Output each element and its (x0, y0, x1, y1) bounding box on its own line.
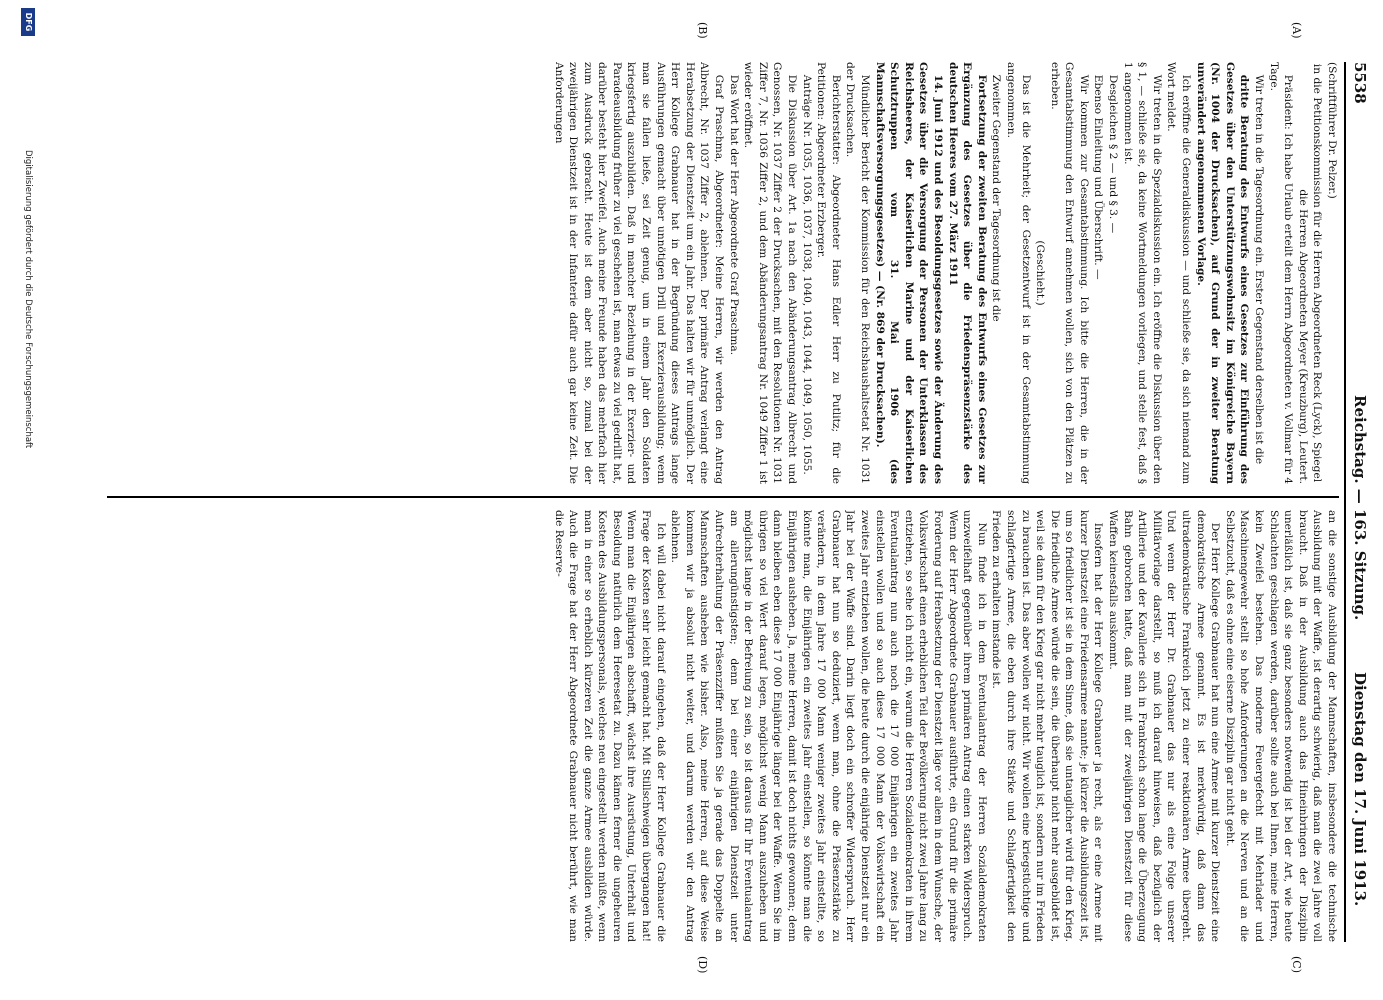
paragraph: Anträge Nr. 1035, 1036, 1037, 1038, 1040, 1043, 1044, 1049, 1050, 1055. (800, 74, 813, 475)
margin-marker-d: (D) (696, 956, 709, 974)
paragraph: (Geschieht.) (1034, 240, 1047, 306)
paragraph: Wir kommen zur Gesamtabstimmung. Ich bitte die Herren, die in der Gesamtabstimmung den Entwurf annehmen wollen, sich von den Plätzen zu erheben. (1048, 62, 1090, 484)
paragraph: Das Wort hat der Herr Abgeordnete Graf Praschma. (727, 74, 740, 356)
paragraph: in die Petitionskommission für die Herren Abgeordneten Reck (Lyck), Spiegel (1311, 63, 1324, 483)
running-head-date: Dienstag den 17. Juni 1913. (1351, 672, 1369, 907)
paragraph-bold: 14. Juni 1912 und des Besoldungsgesetzes sowie der Änderung des Gesetzes über die Versorgung der Personen der Unterklassen des Reichsheeres, der Kaiserlichen Marine und der Kaiserlichen Schutztruppen vom 31. Mai 1906 (des Mannschaftsversorgungsgesetzes) — (Nr. 869 der Drucksachen). (873, 62, 944, 484)
page-number: 5538 (1351, 62, 1369, 104)
header-rule (1344, 62, 1346, 942)
paragraph: Präsident: Ich habe Urlaub erteilt dem Herrn Abgeordneten v. Vollmar für 4 Tage. (1267, 62, 1295, 484)
column-divider (107, 496, 1339, 498)
paragraph: Wir treten in die Tagesordnung ein. Erster Gegenstand derselben ist die (1253, 74, 1266, 465)
paragraph: Nun finde ich in dem Eventualantrag der Herren Sozialdemokraten unzweifelhaft gegenüber ihrem primären Antrag einen starken Widerspruch. Wenn der Herr Abgeordnete Grabnauer ausführte, ein Grund für die primäre Forderung auf Herabsetzung der Dienstzeit läge vor allem in dem Wunsche, der Volkswirtschaft einen erheblichen Teil der Bevölkerung nicht zwei Jahre lang zu entziehen, so sehe ich nicht ein, warum die Herren Sozialdemokraten in ihrem Eventualantrag nun auch noch die 17 000 Einjährigen ein zweites Jahr einstellen wollen und so auch diese 17 000 Mann der Volkswirtschaft ein zweites Jahr entziehen wollen, die heute durch die einjährige Dienstzeit nur ein Jahr bei der Waffe sind. Darin liegt doch ein schroffer Widerspruch. Herr Grabnauer hat nun so deduziert, wenn man, ohne die Präsenzstärke zu verändern, in dem Jahre 17 000 Mann weniger zweites Jahr einstellte, so könnte man, die Einjährigen ein zweites Jahr einstellen, so könnte man die Einjährigen ausheben. Ja, meine Herren, damit ist doch nichts gewonnen; denn dann bleiben eben diese 17 000 Einjährige länger bei der Waffe. Wenn Sie im übrigen so viel Wert darauf legen, möglichst wenig Mann auszuheben und möglichst lange in der Befreiung zu sein, so ist daraus für Ihr Eventualantrag am allerungünstigsten; denn bei einer einjährigen Dienstzeit unter Aufrechterhaltung der Präsenzziffer müßten Sie ja gerade das Doppelte an Mannschaften ausheben wie bisher. Also, meine Herren, auf diese Weise kommen wir ja absolut nicht weiter, und darum werden wir den Antrag ablehnen. (669, 510, 988, 942)
paragraph-bold: dritte Beratung des Entwurfs eines Gesetzes zur Einführung des Gesetzes über den Unterstützungswohnsitz im Königreiche Bayern (Nr. 1004 der Drucksachen), auf Grund der in zweiter Beratung unverändert angenommenen Vorlage. (1194, 62, 1251, 484)
paragraph: Die Diskussion über Art. 1a nach den Abänderungsantrag Albrecht und Genossen, Nr. 1037 Ziffer 2 der Drucksachen, mit den Resolutionen Nr. 1031 Ziffer 7, Nr. 1036 Ziffer 2, und dem Abänderungsantrag Nr. 1049 Ziffer 1 ist wieder eröffnet. (742, 62, 799, 484)
margin-marker-c: (C) (1290, 956, 1303, 973)
paragraph: Ich eröffne die Generaldiskussion — und schließe sie, da sich niemand zum Wort meldet. (1165, 62, 1193, 484)
paragraph: Insofern hat der Herr Kollege Grabnauer ja recht, als er eine Armee mit kurzer Dienstzeit eine Friedensarmee nannte; je kürzer die Ausbildungszeit ist, um so friedlicher ist sie in dem Sinne, daß sie untauglicher wird für den Krieg. Die friedliche Armee würde die sein, die überhaupt nicht mehr ausgebildet ist, weil sie dann für den Krieg gar nicht mehr tauglich ist, sondern nur im Frieden zu brauchen ist. Das aber wollen wir nicht. Wir wollen eine kriegstüchtige und schlagfertige Armee, die eben durch ihre Stärke und Schlagfertigkeit den Frieden zu erhalten imstande ist. (990, 510, 1105, 942)
paragraph: die Herren Abgeordneten Meyer (Kreuzburg), Leutert. (1296, 189, 1309, 484)
right-column (107, 510, 1339, 942)
running-head-center: Reichstag. — 163. Sitzung. (1351, 395, 1369, 621)
paragraph: an die sonstige Ausbildung der Mannschaften, insbesondere die technische Ausbildung mit der Waffe, ist derartig schwierig, daß man die zwei Jahre voll braucht. Daß in der Ausbildung auch das Hineinbringen der Disziplin unerläßlich ist, daß sie ganz besonders notwendig ist bei der Art, wie heute Schlachten geschlagen werden, darüber sollte auch bei Ihnen, meine Herren, kein Zweifel bestehen. Das moderne Feuergefecht mit Mehrlader und Maschinengewehr stellt so hohe Anforderungen an die Nerven und an die Selbstzucht, daß es ohne eine eiserne Disziplin gar nicht geht. (1223, 510, 1338, 942)
margin-marker-a: (A) (1290, 22, 1303, 39)
paragraph: Graf Praschma, Abgeordneter: Meine Herren, wir werden den Antrag Albrecht, Nr. 1037 Ziffer 2, ablehnen. Der primäre Antrag verlangt eine Herabsetzung der Dienstzeit um ein Jahr. Das halten wir für unmöglich. Der Herr Kollege Grabnauer hat in der Begründung dieses Antrags lange Ausführungen gemacht über unnötigen Drill und Exerzierausbildung; wenn man sie fallen ließe, sei Zeit genug, um in einem Jahr den Soldaten kriegsfertig auszubilden. Daß in mancher Beziehung in der Exerzier- und Paradeausbildung früher zu viel geschehen ist, man etwas zu viel gedrillt hat, darüber besteht hier Zweifel. Auch meine Freunde haben das mehrfach hier zum Ausdruck gebracht. Heute ist dem aber nicht so, zumal bei der zweijährigen Dienstzeit ist in der Infanterie dafür auch gar keine Zeit. Die Anforderungen (552, 62, 726, 484)
paragraph-bold: Fortsetzung der zweiten Beratung des Entwurfs eines Gesetzes zur Ergänzung des Gesetzes über die Friedenspräsenzstärke des deutschen Heeres vom 27. März 1911 (946, 62, 988, 484)
paragraph: Der Herr Kollege Grabnauer hat nun eine Armee mit kurzer Dienstzeit eine demokratische Armee genannt. Es ist merkwürdig, daß dann das ultrademokratische Frankreich jetzt zu einer reaktionären Armee übergeht. Und wenn der Herr Dr. Grabnauer das nur als eine Folge unserer Militärvorlage darstellt, so muß ich darauf hinweisen, daß bezüglich der Artillerie und der Kavallerie sich in Frankreich schon lange die Überzeugung Bahn gebrochen hatte, daß man mit der zweijährigen Dienstzeit für diese Waffen keinesfalls auskommt. (1107, 510, 1222, 942)
paragraph: Das ist die Mehrheit; der Gesetzentwurf ist in der Gesamtabstimmung angenommen. (1004, 62, 1032, 484)
paragraph: Zweiter Gegenstand der Tagesordnung ist die (990, 74, 1003, 322)
paragraph: Ich will dabei nicht darauf eingehen, daß der Herr Kollege Grabnauer die Frage der Kosten sehr leicht gemacht hat. Mit Stillschweigen übergangen hat! Wenn man die Einjährigen abschafft, wächst ihre Ausrüstung, Unterhalt und Besoldung natürlich dem Heeresetat zu. Dazu kämen ferner die ungeheuren Kosten des Ausbildungspersonals, welches neu eingestellt werden müßte, wenn man in einer so erheblich kürzeren Zeit die ganze Armee ausbilden würde. Auch die Frage hat der Herr Abgeordnete Grabnauer nicht berührt, wie man die Reserve- (552, 510, 667, 942)
paragraph: (Schriftführer Dr. Pelzer.) (1326, 62, 1338, 199)
digitization-note: Digitalisierung gefördert durch die Deutsche Forschungsgemeinschaft (23, 150, 33, 449)
paragraph: Desgleichen § 2 — und § 3. — (1107, 74, 1120, 234)
paragraph: Mündlicher Bericht der Kommission für den Reichshaushaltsetat Nr. 1031 der Drucksachen. (844, 62, 871, 484)
dfg-logo: DFG (21, 8, 35, 36)
paragraph: Ebenso Einleitung und Überschrift. — (1092, 74, 1105, 280)
margin-marker-b: (B) (696, 22, 709, 39)
paragraph: Wir treten in die Spezialdiskussion ein. Ich eröffne die Diskussion über den § 1, — schließe sie, da keine Wortmeldungen vorliegen, und stelle fest, daß § 1 angenommen ist. (1121, 62, 1163, 484)
paragraph: Berichterstatter: Abgeordneter Hans Edler Herr zu Putlitz; für die Petitionen: Abgeordneter Erzberger. (815, 62, 842, 484)
left-column (107, 62, 1339, 484)
